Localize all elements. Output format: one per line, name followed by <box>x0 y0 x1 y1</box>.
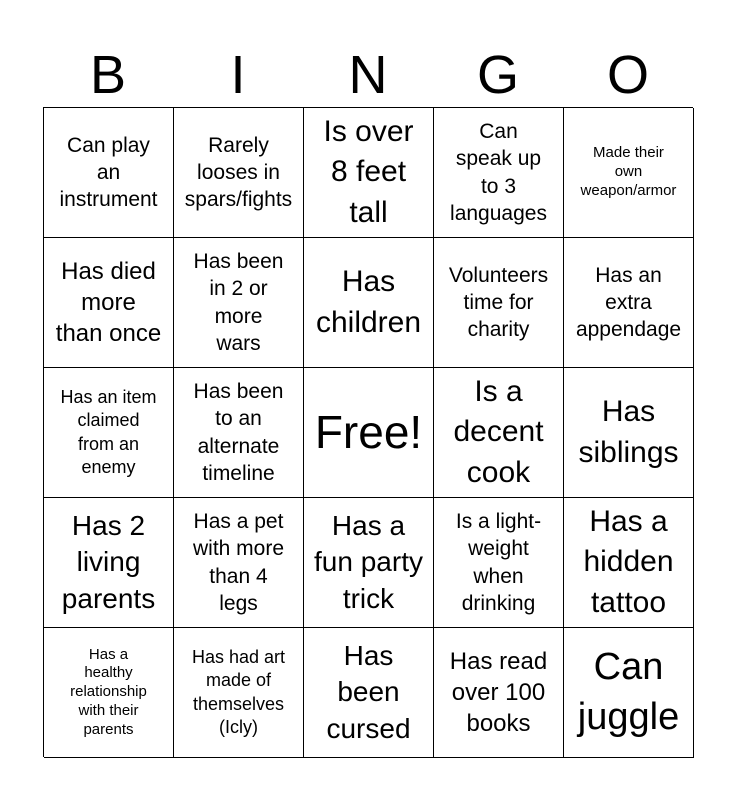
bingo-cell[interactable] <box>564 628 694 758</box>
bingo-cell-text: Has 2 living parents <box>61 509 156 614</box>
bingo-cell-text: Has a healthy relationship with their parents <box>70 645 147 738</box>
bingo-cell-text: Has been cursed <box>326 639 411 744</box>
bingo-cell[interactable] <box>304 628 434 758</box>
bingo-cell-text: Has been in 2 or more wars <box>193 249 284 355</box>
bingo-cell[interactable] <box>44 238 174 368</box>
bingo-cell[interactable] <box>174 498 304 628</box>
bingo-cell-text: Has died more than once <box>55 257 162 348</box>
bingo-cell-text: Has children <box>315 265 422 339</box>
bingo-cell[interactable] <box>434 108 564 238</box>
bingo-cell-text: Can speak up to 3 languages <box>450 119 547 225</box>
bingo-cell-text: Has read over 100 books <box>449 647 548 738</box>
bingo-cell[interactable] <box>434 498 564 628</box>
bingo-cell-text: Has had art made of themselves (Icly) <box>191 646 286 737</box>
bingo-cell-text: Rarely looses in spars/fights <box>184 133 293 212</box>
header-letter-o: O <box>606 45 649 105</box>
bingo-cell[interactable] <box>434 368 564 498</box>
bingo-cell-text: Has been to an alternate timeline <box>193 379 284 485</box>
bingo-cell[interactable] <box>174 238 304 368</box>
header-letter-i: I <box>230 45 246 105</box>
bingo-cell[interactable] <box>564 368 694 498</box>
bingo-cell[interactable] <box>174 368 304 498</box>
bingo-cell[interactable] <box>44 628 174 758</box>
bingo-cell[interactable] <box>434 628 564 758</box>
bingo-cell[interactable] <box>304 368 434 498</box>
bingo-cell-text: Has a hidden tattoo <box>583 504 674 619</box>
bingo-cell-text: Is over 8 feet tall <box>323 114 414 229</box>
bingo-cell-text: Has an item claimed from an enemy <box>60 386 157 477</box>
bingo-cell-text: Has a pet with more than 4 legs <box>192 509 285 615</box>
bingo-cell-text: Has siblings <box>578 395 679 469</box>
bingo-cell-text: Can juggle <box>577 646 680 738</box>
bingo-cell[interactable] <box>434 238 564 368</box>
bingo-cell[interactable] <box>304 108 434 238</box>
bingo-cell-text: Is a decent cook <box>453 374 544 489</box>
bingo-cell[interactable] <box>304 498 434 628</box>
header-letter-n: N <box>348 45 388 105</box>
bingo-cell[interactable] <box>174 628 304 758</box>
header-letter-b: B <box>89 45 127 105</box>
header-letter-g: G <box>476 45 519 105</box>
bingo-cell-text: Volunteers time for charity <box>448 263 549 342</box>
bingo-cell-text: Can play an instrument <box>59 133 158 212</box>
bingo-cell[interactable] <box>304 238 434 368</box>
bingo-cell-text: Has an extra appendage <box>575 263 682 342</box>
bingo-header <box>43 40 693 110</box>
bingo-cell-text: Made their own weapon/armor <box>580 144 677 199</box>
bingo-cell-text: Is a light- weight when drinking <box>455 509 542 615</box>
bingo-cell[interactable] <box>174 108 304 238</box>
bingo-grid <box>43 107 693 757</box>
bingo-cell[interactable] <box>564 498 694 628</box>
bingo-cell[interactable] <box>564 238 694 368</box>
bingo-cell[interactable] <box>564 108 694 238</box>
bingo-cell-text: Has a fun party trick <box>314 509 423 614</box>
bingo-cell[interactable] <box>44 368 174 498</box>
bingo-cell-text: Free! <box>314 405 423 458</box>
bingo-cell[interactable] <box>44 108 174 238</box>
bingo-cell[interactable] <box>44 498 174 628</box>
